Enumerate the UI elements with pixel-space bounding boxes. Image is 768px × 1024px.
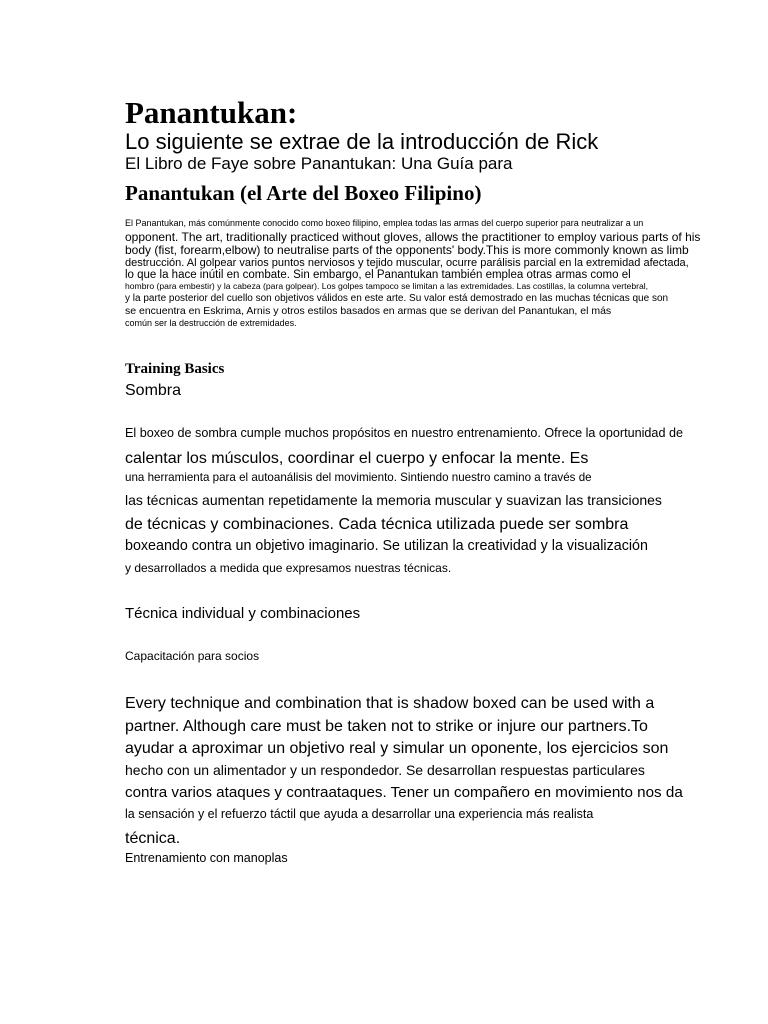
shadow-line: calentar los músculos, coordinar el cuerpo y enfocar la mente. Es [125,450,589,467]
shadow-line: las técnicas aumentan repetidamente la memoria muscular y suavizan las transiciones [125,492,662,508]
partner-line: Every technique and combination that is shadow boxed can be used with a [125,695,655,712]
mitts-training-heading: Entrenamiento con manoplas [125,851,288,865]
shadow-line: una herramienta para el autoanálisis del movimiento. Sintiendo nuestro camino a través de [125,471,592,484]
intro-line: lo que la hace inútil en combate. Sin embargo, el Panantukan también emplea otras armas como el [125,269,631,281]
partner-line: técnica. [125,830,181,847]
subtitle-line-2: El Libro de Faye sobre Panantukan: Una Guía para [125,154,513,173]
subtitle-line-3: Panantukan (el Arte del Boxeo Filipino) [125,181,482,205]
subtitle-line-1: Lo siguiente se extrae de la introducción de Rick [125,129,599,154]
shadow-line: El boxeo de sombra cumple muchos propósitos en nuestro entrenamiento. Ofrece la oportunidad de [125,426,683,440]
intro-line: opponent. The art, traditionally practiced without gloves, allows the practitioner to employ various parts of his [125,230,701,244]
shadow-line: y desarrollados a medida que expresamos nuestras técnicas. [125,561,452,575]
intro-line: se encuentra en Eskrima, Arnis y otros estilos basados en armas que se derivan del Panantukan, el más [125,305,612,317]
shadow-line: boxeando contra un objetivo imaginario. Se utilizan la creatividad y la visualización [125,538,648,554]
partner-training-heading: Capacitación para socios [125,649,260,663]
intro-line: hombro (para embestir) y la cabeza (para golpear). Los golpes tampoco se limitan a las extremidades. Las costillas, la columna vertebral, [125,281,649,291]
shadow-line: de técnicas y combinaciones. Cada técnica utilizada puede ser sombra [125,516,629,533]
page-title: Panantukan: [125,95,298,130]
partner-line: contra varios ataques y contraataques. Tener un compañero en movimiento nos da [125,784,683,801]
individual-technique-heading: Técnica individual y combinaciones [125,605,361,622]
partner-line: la sensación y el refuerzo táctil que ayuda a desarrollar una experiencia más realista [125,807,594,821]
shadow-heading: Sombra [125,382,182,399]
intro-line: y la parte posterior del cuello son objetivos válidos en este arte. Su valor está demostrado en las muchas técnicas que son [125,293,669,304]
partner-line: partner. Although care must be taken not to strike or injure our partners.To [125,718,648,735]
partner-line: hecho con un alimentador y un respondedor. Se desarrollan respuestas particulares [125,762,645,778]
intro-line: El Panantukan, más comúnmente conocido como boxeo filipino, emplea todas las armas del cuerpo superior para neutralizar a un [125,218,644,228]
intro-line: destrucción. Al golpear varios puntos nerviosos y tejido muscular, ocurre parálisis parcial en la extremidad afectada, [125,257,689,269]
intro-line: común ser la destrucción de extremidades. [125,318,297,328]
partner-line: ayudar a aproximar un objetivo real y simular un oponente, los ejercicios son [125,740,669,757]
intro-line: body (fist, forearm,elbow) to neutralise parts of the opponents' body.This is more commonly known as limb [125,243,689,257]
training-basics-heading: Training Basics [125,361,225,377]
